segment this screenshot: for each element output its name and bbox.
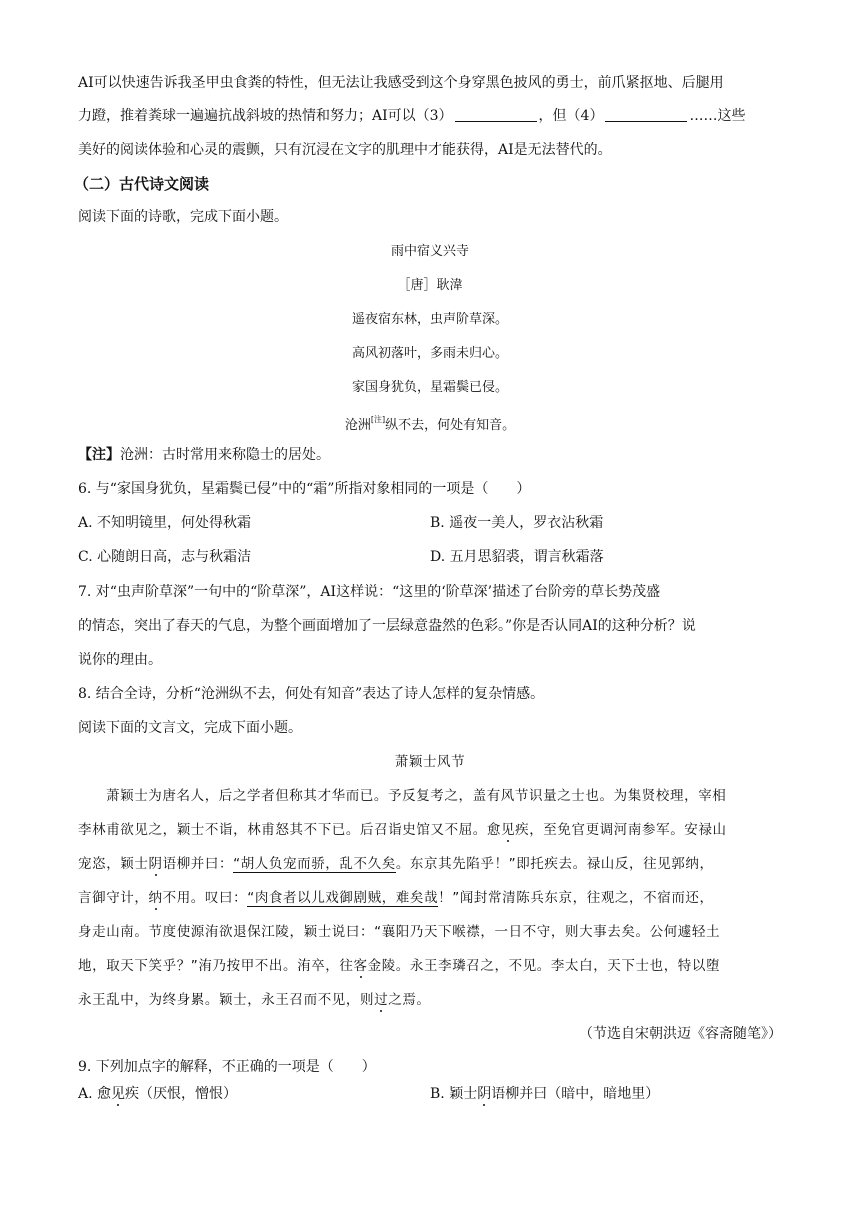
fill-blank-3[interactable] xyxy=(455,107,537,122)
option-b-text-a: B. 颖士 xyxy=(430,1086,478,1102)
question-6-option-d[interactable]: D. 五月思貂裘，谓言秋霜落 xyxy=(430,549,604,565)
option-b-dotted-char: 阴 xyxy=(477,1086,492,1102)
poem-line-4 xyxy=(0,410,860,436)
question-6-options-row-2 xyxy=(78,547,782,567)
poem-instruction: 阅读下面的诗歌，完成下面小题。 xyxy=(78,209,288,225)
intro-line-2-text-b: ，但（4） xyxy=(538,108,604,124)
intro-line-2-text-c: ……这些 xyxy=(689,108,746,124)
underlined-quote-2: “肉食者以儿戏御剧贼，难矣哉 xyxy=(247,890,439,906)
classical-instruction: 阅读下面的文言文，完成下面小题。 xyxy=(78,720,302,736)
classical-line-4-text-c: ！”闻封常清陈兵东京，往观之，不宿而还， xyxy=(438,890,714,906)
classical-line-6-text-a: 地，取天下笑乎？”洧乃按甲不出。洧卒，往 xyxy=(78,958,354,974)
footnote-marker: [注] xyxy=(370,415,386,424)
question-6-option-b[interactable]: B. 遥夜一美人，罗衣沾秋霜 xyxy=(430,515,604,531)
poem-note xyxy=(78,445,782,465)
classical-line-6-text-b: 金陵。永王李璘召之，不见。李太白，天下士也，特以堕 xyxy=(367,958,721,974)
poem-title: 雨中宿义兴寺 xyxy=(390,244,469,259)
question-6-options-row-1 xyxy=(78,513,782,533)
option-a-dotted-char: 见 xyxy=(111,1086,126,1102)
question-6-stem: 6. 与“家国身犹负，星霜鬓已侵”中的“霜”所指对象相同的一项是（ ） xyxy=(78,481,531,497)
classical-line-3-text-c: 。东京其先陷乎！”即托疾去。禄山反，往见郭纳， xyxy=(395,856,714,872)
classical-source: （节选自宋朝洪迈《容斋随笔》） xyxy=(579,1026,782,1042)
classical-line-3-text-b: 语柳并曰： xyxy=(162,856,234,872)
classical-line-5: 身走山南。节度使源洧欲退保江陵，颖士说曰：“襄阳乃天下喉襟，一日不守，则大事去矣。公何遽轻土 xyxy=(78,924,721,940)
question-6-option-a[interactable]: A. 不知明镜里，何处得秋霜 xyxy=(78,515,252,531)
intro-line-2-text-a: 力蹬，推着粪球一遍遍抗战斜坡的热情和努力；AI可以（3） xyxy=(78,108,453,124)
classical-line-2 xyxy=(78,820,782,840)
dotted-char-ke: 客 xyxy=(353,958,368,974)
intro-line-1: AI可以快速告诉我圣甲虫食粪的特性，但无法让我感受到这个身穿黑色披风的勇士，前爪紧抠地、后腿用 xyxy=(78,75,724,91)
classical-line-3-text-a: 宠恣，颖士 xyxy=(78,856,149,872)
section-heading: （二）古代诗文阅读 xyxy=(74,175,210,193)
classical-line-6 xyxy=(78,956,782,976)
poem-author: ［唐］耿湋 xyxy=(397,278,463,293)
question-8-stem: 8. 结合全诗，分析“沧洲纵不去，何处有知音”表达了诗人怎样的复杂情感。 xyxy=(78,686,545,702)
intro-line-2 xyxy=(78,106,782,126)
option-b-text-b: 语柳并曰（暗中，暗地里） xyxy=(491,1086,660,1102)
classical-line-2-text-a: 李林甫欲见之，颖士不诣，林甫怒其不下已。后召诣史馆又不屈。愈 xyxy=(78,822,501,838)
dotted-char-yin: 阴 xyxy=(148,856,163,872)
dotted-char-jian: 见 xyxy=(501,822,516,838)
underlined-quote-1: “胡人负宠而骄，乱不久矣 xyxy=(233,856,396,872)
poem-line-2: 高风初落叶，多雨未归心。 xyxy=(351,346,508,361)
classical-line-4-text-a: 言御守计， xyxy=(78,890,149,906)
classical-line-4 xyxy=(78,888,782,908)
classical-line-7-text-b: 之焉。 xyxy=(388,992,431,1008)
intro-line-3: 美好的阅读体验和心灵的震颤，只有沉浸在文字的肌理中才能获得，AI是无法替代的。 xyxy=(78,142,612,158)
classical-line-3 xyxy=(78,854,782,874)
option-a-text-a: A. 愈 xyxy=(78,1086,112,1102)
question-9-option-a[interactable] xyxy=(78,1086,237,1102)
poem-line-4-text-b: 纵不去，何处有知音。 xyxy=(385,418,516,433)
classical-title: 萧颖士风节 xyxy=(394,754,466,770)
poem-line-4-text-a: 沧洲 xyxy=(344,418,371,433)
question-7-line-1: 7. 对“虫声阶草深”一句中的“阶草深”，AI这样说：“这里的‘阶草深’描述了台阶旁的草长势茂盛 xyxy=(78,584,661,600)
note-label: 【注】 xyxy=(78,447,120,463)
note-text: 沧洲：古时常用来称隐士的居处。 xyxy=(120,447,330,463)
question-9-stem: 9. 下列加点字的解释，不正确的一项是（ ） xyxy=(78,1059,376,1075)
question-7-line-3: 说你的理由。 xyxy=(78,652,162,668)
option-a-text-b: 疾（厌恨，憎恨） xyxy=(125,1086,238,1102)
poem-line-3: 家国身犹负，星霜鬓已侵。 xyxy=(351,380,508,395)
question-9-options-row-1 xyxy=(78,1084,782,1104)
fill-blank-4[interactable] xyxy=(605,107,687,122)
classical-line-7-text-a: 永王乱中，为终身累。颖士，永王召而不见，则 xyxy=(78,992,375,1008)
classical-line-1: 萧颖士为唐名人，后之学者但称其才华而已。予反复考之，盖有风节识量之士也。为集贤校理，宰相 xyxy=(106,788,727,804)
question-6-option-c[interactable]: C. 心随朗日高，志与秋霜洁 xyxy=(78,549,252,565)
poem-line-1: 遥夜宿东林，虫声阶草深。 xyxy=(351,312,508,327)
dotted-char-guo: 过 xyxy=(374,992,389,1008)
question-7-line-2: 的情态，突出了春天的气息，为整个画面增加了一层绿意盎然的色彩。”你是否认同AI的这种分析？说 xyxy=(78,618,696,634)
classical-line-4-text-b: 不用。叹曰： xyxy=(162,890,248,906)
classical-line-7 xyxy=(78,990,782,1010)
dotted-char-na: 纳 xyxy=(148,890,163,906)
question-9-option-b[interactable] xyxy=(430,1084,659,1104)
classical-line-2-text-b: 疾，至免官更调河南参军。安禄山 xyxy=(515,822,727,838)
